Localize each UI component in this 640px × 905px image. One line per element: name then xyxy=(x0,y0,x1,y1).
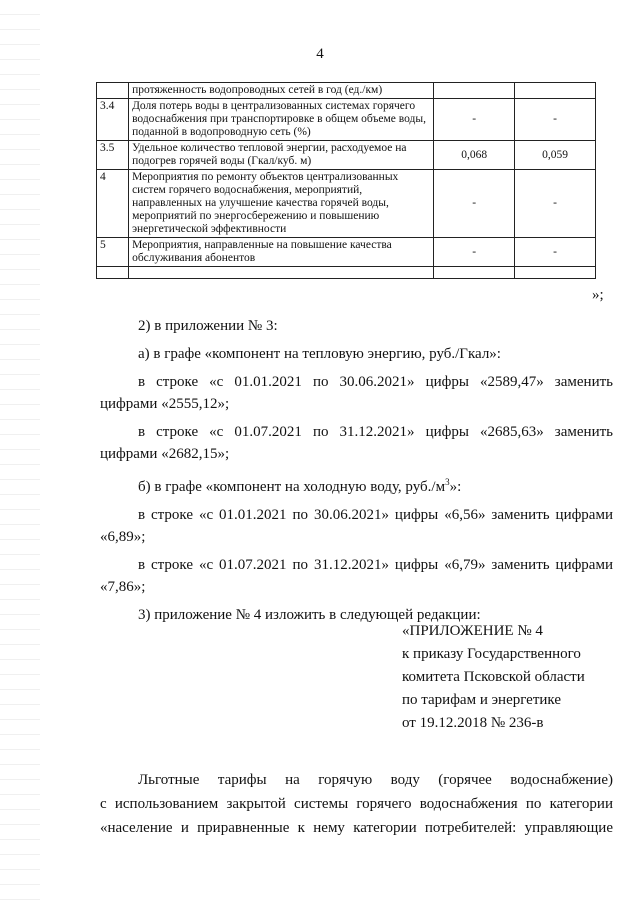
appendix-line: к приказу Государственного xyxy=(402,646,581,662)
appendix-line: комитета Псковской области xyxy=(402,669,585,685)
scan-margin-noise xyxy=(0,0,40,905)
row-value-1 xyxy=(434,83,515,99)
appendix-title: «ПРИЛОЖЕНИЕ № 4 xyxy=(402,623,543,639)
appendix-header xyxy=(402,620,602,735)
superscript: 3 xyxy=(445,477,450,487)
row-value-2: - xyxy=(515,238,596,267)
table-row xyxy=(97,83,596,99)
row-value-2 xyxy=(515,83,596,99)
paragraph-continuation: «7,86»; xyxy=(100,579,146,595)
closing-quote: »; xyxy=(592,287,604,303)
paragraph-continuation: цифрами «2555,12»; xyxy=(100,396,230,412)
paragraph: в строке «с 01.01.2021 по 30.06.2021» цифры «2589,47» заменить xyxy=(138,374,613,390)
paragraph: в строке «с 01.07.2021 по 31.12.2021» цифры «6,79» заменить цифрами xyxy=(138,557,613,573)
row-value-2: 0,059 xyxy=(515,141,596,170)
paragraph: а) в графе «компонент на тепловую энергию, руб./Гкал»: xyxy=(138,346,501,362)
row-number xyxy=(97,83,129,99)
appendix-date: от 19.12.2018 № 236-в xyxy=(402,715,544,731)
paragraph: 2) в приложении № 3: xyxy=(138,318,278,334)
paragraph-continuation: цифрами «2682,15»; xyxy=(100,446,230,462)
indicators-table xyxy=(96,82,596,279)
row-value-2: - xyxy=(515,99,596,141)
paragraph xyxy=(100,471,613,498)
row-number: 5 xyxy=(97,238,129,267)
table-row xyxy=(97,99,596,141)
row-description: Доля потерь воды в централизованных системах горячего водоснабжения при транспортировке в общем объеме воды, поданной в водопроводную сеть (%) xyxy=(129,99,434,141)
text-line: «население и приравненные к нему категории потребителей: управляющие xyxy=(100,820,613,836)
row-value-1: - xyxy=(434,238,515,267)
appendix-line: по тарифам и энергетике xyxy=(402,692,561,708)
amendments-text xyxy=(100,315,613,626)
text-line: Льготные тарифы на горячую воду (горячее водоснабжение) xyxy=(138,772,613,788)
paragraph-text: б) в графе «компонент на холодную воду, руб./м xyxy=(138,479,446,495)
row-number: 3.4 xyxy=(97,99,129,141)
row-number: 4 xyxy=(97,170,129,238)
row-value-1: - xyxy=(434,170,515,238)
paragraph: в строке «с 01.01.2021 по 30.06.2021» цифры «6,56» заменить цифрами xyxy=(138,507,613,523)
paragraph-continuation: «6,89»; xyxy=(100,529,146,545)
paragraph-text: »: xyxy=(449,479,462,495)
row-value-2: - xyxy=(515,170,596,238)
text-line: с использованием закрытой системы горячего водоснабжения по категории xyxy=(100,796,613,812)
tariff-heading-text xyxy=(100,768,613,840)
table-row xyxy=(97,238,596,267)
paragraph: в строке «с 01.07.2021 по 31.12.2021» цифры «2685,63» заменить xyxy=(138,424,613,440)
row-description: Удельное количество тепловой энергии, расходуемое на подогрев горячей воды (Гкал/куб. м) xyxy=(129,141,434,170)
table-row xyxy=(97,141,596,170)
row-number: 3.5 xyxy=(97,141,129,170)
row-value-1: - xyxy=(434,99,515,141)
paragraph: 3) приложение № 4 изложить в следующей редакции: xyxy=(138,607,481,623)
table-row xyxy=(97,170,596,238)
table-row-tail xyxy=(97,267,596,279)
page-number: 4 xyxy=(316,46,324,62)
row-description: Мероприятия, направленные на повышение качества обслуживания абонентов xyxy=(129,238,434,267)
row-description: Мероприятия по ремонту объектов централизованных систем горячего водоснабжения, мероприятий, направленных на улучшение качества горячей воды, мероприятий по энергосбережению и повышению энергетической эффективности xyxy=(129,170,434,238)
row-description: протяженность водопроводных сетей в год (ед./км) xyxy=(129,83,434,99)
row-value-1: 0,068 xyxy=(434,141,515,170)
